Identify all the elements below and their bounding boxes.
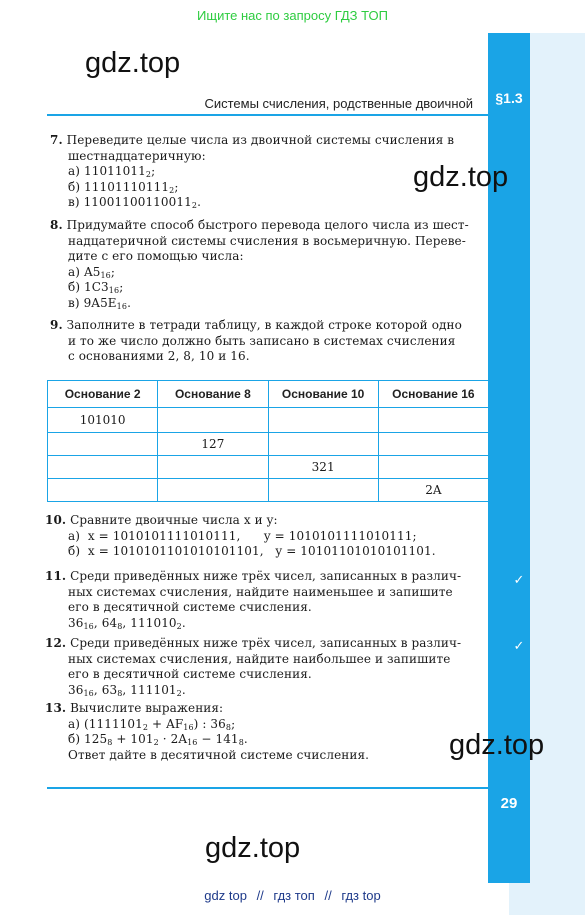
number-table bbox=[47, 380, 489, 502]
watermark: gdz.top bbox=[205, 832, 301, 864]
exercise-13: 13. Вычислите выражения: а) $(1111101_2 + AF_{16})$ : $36_8$; б) $125_8 + 101_2 \cdot 2A_{16} - 141_8$. Ответ дайте в десятичной системе счисления. bbox=[45, 701, 370, 762]
exercise-12: 12. Среди приведённых ниже трёх чисел, записанных в различ- ных системах счисления, найдите наибольшее и запишите его в десятичной системе счисления. $36_{16}$, $63_8$, $111101_2$. bbox=[45, 636, 462, 698]
footer-divider bbox=[47, 787, 488, 789]
page-number: 29 bbox=[500, 795, 518, 812]
footer-separator: // bbox=[324, 888, 332, 903]
check-icon[interactable]: ✓ bbox=[509, 571, 529, 591]
top-banner[interactable]: Ищите нас по запросу ГДЗ ТОП bbox=[197, 8, 388, 23]
footer-link[interactable]: гдз топ bbox=[273, 888, 315, 903]
header-divider bbox=[47, 114, 488, 116]
table-header: Основание 10 bbox=[268, 381, 378, 408]
footer-link[interactable]: gdz top bbox=[204, 888, 247, 903]
exercise-10: 10. Сравните двоичные числа x и y: а) x = 1010101111010111, y = 1010101111010111; б) x = 1010101101010101101, y = 10101101010101101. bbox=[45, 513, 436, 558]
watermark: gdz.top bbox=[85, 47, 181, 79]
running-title: Системы счисления, родственные двоичной bbox=[204, 96, 473, 111]
table-header: Основание 8 bbox=[158, 381, 268, 408]
watermark: gdz.top bbox=[449, 729, 545, 761]
table-cell: 101010 bbox=[48, 408, 158, 433]
table-cell bbox=[268, 433, 378, 456]
table-header: Основание 16 bbox=[378, 381, 488, 408]
table-row bbox=[48, 456, 489, 479]
table-cell: 127 bbox=[158, 433, 268, 456]
table-cell: 2A bbox=[378, 479, 488, 502]
exercise-11: 11. Среди приведённых ниже трёх чисел, записанных в различ- ных системах счисления, найдите наименьшее и запишите его в десятичной системе счисления. $36_{16}$, $64_8$, $111010_2$. bbox=[45, 569, 462, 631]
table-header: Основание 2 bbox=[48, 381, 158, 408]
exercise-9: 9. Заполните в тетради таблицу, в каждой строке которой одно и то же число должно быть записано в системах счисления с основаниями 2, 8, 10 и 16. bbox=[50, 318, 462, 363]
exercise-7: 7. Переведите целые числа из двоичной системы счисления в шестнадцатеричную: а) $11011011_2$; б) $11101110111_2$; в) $11001100110011_2$. bbox=[50, 133, 455, 210]
check-icon[interactable]: ✓ bbox=[509, 637, 529, 657]
footer-link[interactable]: гдз top bbox=[341, 888, 381, 903]
footer-links bbox=[0, 888, 585, 903]
table-row bbox=[48, 408, 489, 433]
table-cell bbox=[268, 408, 378, 433]
table-cell bbox=[158, 479, 268, 502]
table-cell bbox=[158, 456, 268, 479]
section-tag: §1.3 bbox=[495, 90, 523, 106]
watermark: gdz.top bbox=[413, 161, 509, 193]
table-cell bbox=[48, 479, 158, 502]
table-cell bbox=[48, 433, 158, 456]
table-cell bbox=[378, 456, 488, 479]
footer-separator: // bbox=[256, 888, 264, 903]
table-cell bbox=[378, 408, 488, 433]
table-row bbox=[48, 479, 489, 502]
table-cell bbox=[268, 479, 378, 502]
table-cell bbox=[48, 456, 158, 479]
table-cell bbox=[158, 408, 268, 433]
exercise-8: 8. Придумайте способ быстрого перевода целого числа из шест- надцатеричной системы счисления в восьмеричную. Переве- дите с его помощью числа: а) $A5_{16}$; б) $1C3_{16}$; в) $9A5E_{16}$. bbox=[50, 218, 469, 311]
table-cell: 321 bbox=[268, 456, 378, 479]
table-cell bbox=[378, 433, 488, 456]
table-row bbox=[48, 433, 489, 456]
